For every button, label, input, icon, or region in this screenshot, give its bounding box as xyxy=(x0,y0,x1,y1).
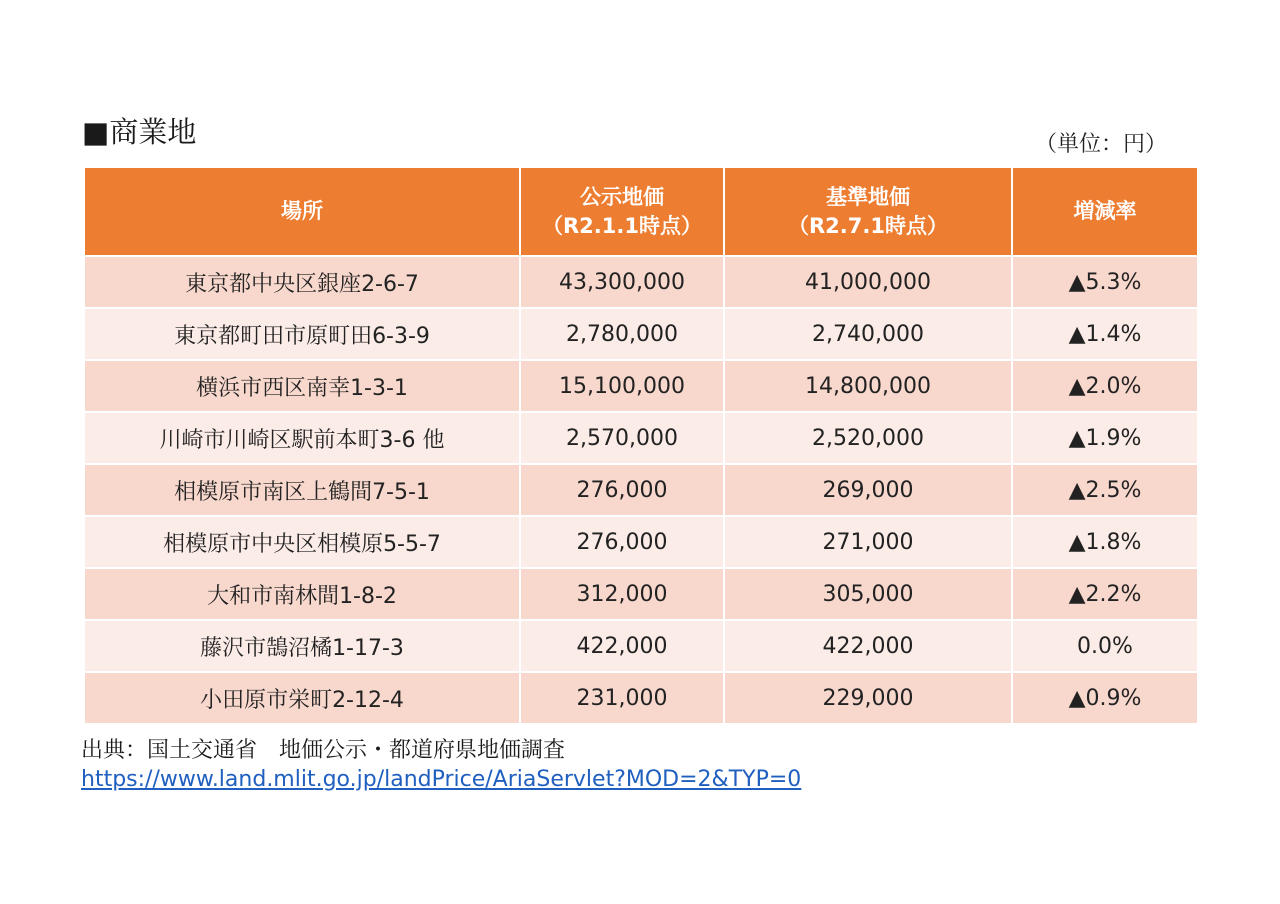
table-header-row xyxy=(84,167,1198,256)
table-row xyxy=(84,620,1198,672)
cell-change: ▲2.5% xyxy=(1012,464,1198,516)
header-public-price-line1: 公示地価 xyxy=(580,184,664,209)
cell-standard-price: 41,000,000 xyxy=(724,256,1012,308)
land-price-table xyxy=(83,166,1199,725)
header-standard-price-line2: （R2.7.1時点） xyxy=(788,213,948,238)
cell-location: 東京都町田市原町田6-3-9 xyxy=(84,308,520,360)
cell-location: 東京都中央区銀座2-6-7 xyxy=(84,256,520,308)
table-body xyxy=(84,256,1198,724)
cell-location: 藤沢市鵠沼橘1-17-3 xyxy=(84,620,520,672)
table-row xyxy=(84,412,1198,464)
cell-change: ▲1.4% xyxy=(1012,308,1198,360)
cell-change: ▲2.0% xyxy=(1012,360,1198,412)
cell-standard-price: 229,000 xyxy=(724,672,1012,724)
cell-public-price: 2,780,000 xyxy=(520,308,724,360)
cell-change: ▲0.9% xyxy=(1012,672,1198,724)
cell-change: ▲5.3% xyxy=(1012,256,1198,308)
header-standard-price-line1: 基準地価 xyxy=(826,184,910,209)
cell-location: 横浜市西区南幸1-3-1 xyxy=(84,360,520,412)
cell-public-price: 422,000 xyxy=(520,620,724,672)
cell-standard-price: 2,740,000 xyxy=(724,308,1012,360)
cell-location: 小田原市栄町2-12-4 xyxy=(84,672,520,724)
cell-change: ▲2.2% xyxy=(1012,568,1198,620)
header-public-price xyxy=(520,167,724,256)
source-citation: 出典：国土交通省 地価公示・都道府県地価調査 xyxy=(81,738,566,763)
cell-location: 相模原市中央区相模原5-5-7 xyxy=(84,516,520,568)
table-row xyxy=(84,308,1198,360)
source-link[interactable]: https://www.land.mlit.go.jp/landPrice/AriaServlet?MOD=2&TYP=0 xyxy=(81,767,802,792)
cell-standard-price: 14,800,000 xyxy=(724,360,1012,412)
cell-public-price: 276,000 xyxy=(520,516,724,568)
cell-change: 0.0% xyxy=(1012,620,1198,672)
cell-location: 大和市南林間1-8-2 xyxy=(84,568,520,620)
cell-location: 相模原市南区上鶴間7-5-1 xyxy=(84,464,520,516)
cell-standard-price: 305,000 xyxy=(724,568,1012,620)
cell-public-price: 43,300,000 xyxy=(520,256,724,308)
table-row xyxy=(84,256,1198,308)
cell-standard-price: 271,000 xyxy=(724,516,1012,568)
header-location: 場所 xyxy=(84,167,520,256)
cell-change: ▲1.8% xyxy=(1012,516,1198,568)
cell-location: 川崎市川崎区駅前本町3-6 他 xyxy=(84,412,520,464)
cell-public-price: 312,000 xyxy=(520,568,724,620)
table-row xyxy=(84,464,1198,516)
table-row xyxy=(84,672,1198,724)
cell-public-price: 2,570,000 xyxy=(520,412,724,464)
table-row xyxy=(84,516,1198,568)
cell-public-price: 276,000 xyxy=(520,464,724,516)
page-title: ■商業地 xyxy=(82,115,197,149)
table-row xyxy=(84,568,1198,620)
table-row xyxy=(84,360,1198,412)
header-public-price-line2: （R2.1.1時点） xyxy=(542,213,702,238)
cell-standard-price: 422,000 xyxy=(724,620,1012,672)
cell-standard-price: 269,000 xyxy=(724,464,1012,516)
header-change-rate: 増減率 xyxy=(1012,167,1198,256)
cell-public-price: 15,100,000 xyxy=(520,360,724,412)
cell-change: ▲1.9% xyxy=(1012,412,1198,464)
cell-public-price: 231,000 xyxy=(520,672,724,724)
unit-label: （単位：円） xyxy=(1034,132,1167,157)
header-standard-price xyxy=(724,167,1012,256)
cell-standard-price: 2,520,000 xyxy=(724,412,1012,464)
